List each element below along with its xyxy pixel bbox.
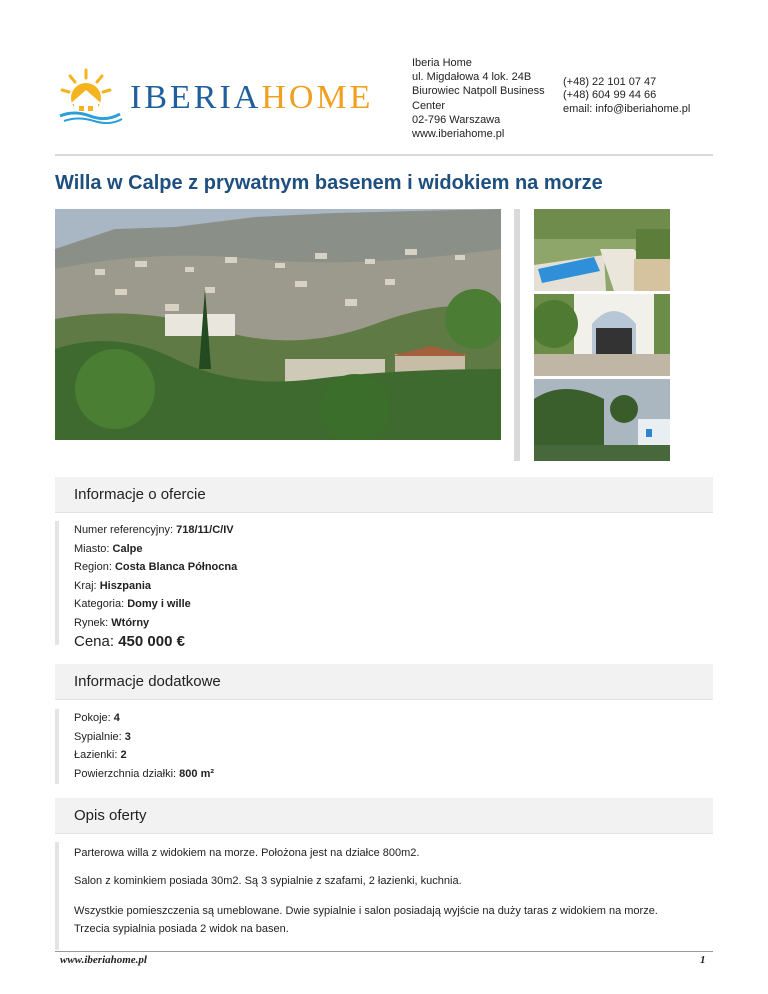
iberia-home-logo [56,66,376,124]
field-value: 718/11/C/IV [176,524,234,536]
footer-divider [55,951,713,952]
address-line: 02-796 Warszawa [412,113,501,126]
logo-wordmark [130,80,373,116]
address-line: Center [412,99,446,112]
field-value: 3 [124,730,131,743]
field-category [59,595,713,614]
field-label: Powierzchnia działki: [74,767,180,780]
field-market [59,614,713,633]
website-link[interactable]: www.iberiahome.pl [412,128,505,141]
field-reference-number [59,521,713,540]
address-line: Biurowiec Natpoll Business [412,85,545,98]
field-value: Calpe [112,542,143,555]
field-label: Region: [74,561,115,573]
address-line: Iberia Home [412,57,472,69]
field-label: Sypialnie: [74,730,125,743]
additional-info-list [55,709,713,784]
description-body [55,842,713,950]
field-value: Hiszpania [99,579,152,592]
field-label: Łazienki: [74,749,121,761]
field-value: Domy i wille [127,598,191,610]
thumbnail-gate[interactable] [534,294,670,376]
thumbnail-pool[interactable] [534,209,670,291]
sun-house-icon [56,66,126,124]
email-contact[interactable]: email: info@iberiahome.pl [563,102,691,115]
field-value: 800 m² [179,767,215,780]
field-value: Wtórny [111,616,150,629]
field-label: Kraj: [74,579,100,592]
additional-info-heading [55,664,713,700]
field-region [59,558,713,577]
thumbnail-garden[interactable] [534,379,670,461]
description-paragraph: Salon z kominkiem posiada 30m2. Są 3 sypialnie z szafami, 2 łazienki, kuchnia. [74,875,462,887]
offer-info-list [55,521,713,650]
field-label: Rynek: [74,616,112,629]
price-label: Cena: [74,633,119,650]
field-value: 2 [120,749,127,761]
field-label: Numer referencyjny: [74,524,177,536]
section-title: Informacje o ofercie [74,486,206,503]
field-bedrooms [59,728,713,747]
logo-word-secondary: HOME [261,79,374,116]
gallery-scrollbar[interactable] [514,209,520,461]
field-value: 4 [113,712,120,724]
company-address [412,56,545,141]
field-city [59,540,713,559]
description-paragraph: Parterowa willa z widokiem na morze. Położona jest na działce 800m2. [74,847,420,859]
field-label: Kategoria: [74,598,128,610]
page-header [0,0,768,150]
address-line: ul. Migdałowa 4 lok. 24B [412,71,532,84]
description-paragraph: Trzecia sypialnia posiada 2 widok na basen. [74,923,289,935]
price-value: 450 000 € [118,633,185,650]
field-rooms [59,709,713,728]
company-contact [563,76,690,116]
listing-title: Willa w Calpe z prywatnym basenem i widokiem na morze [55,172,603,194]
field-price [59,632,713,654]
section-title: Opis oferty [74,807,147,824]
footer-website-link[interactable]: www.iberiahome.pl [60,954,147,966]
field-label: Miasto: [74,542,113,555]
phone-number[interactable]: (+48) 604 99 44 66 [563,89,657,102]
field-label: Pokoje: [74,712,114,724]
description-paragraph: Wszystkie pomieszczenia są umeblowane. Dwie sypialnie i salon posiadają wyjście na duży taras z widokiem na morze. [74,905,658,917]
field-plot-area [59,765,713,784]
field-value: Costa Blanca Północna [114,561,238,573]
main-photo[interactable] [55,209,501,440]
phone-number[interactable]: (+48) 22 101 07 47 [563,76,657,88]
field-country [59,577,713,596]
logo-word-primary: IBERIA [130,79,262,116]
page-number: 1 [700,954,706,966]
offer-info-heading [55,477,713,513]
header-divider [55,154,713,156]
section-title: Informacje dodatkowe [74,673,221,690]
field-bathrooms [59,746,713,765]
description-heading [55,798,713,834]
